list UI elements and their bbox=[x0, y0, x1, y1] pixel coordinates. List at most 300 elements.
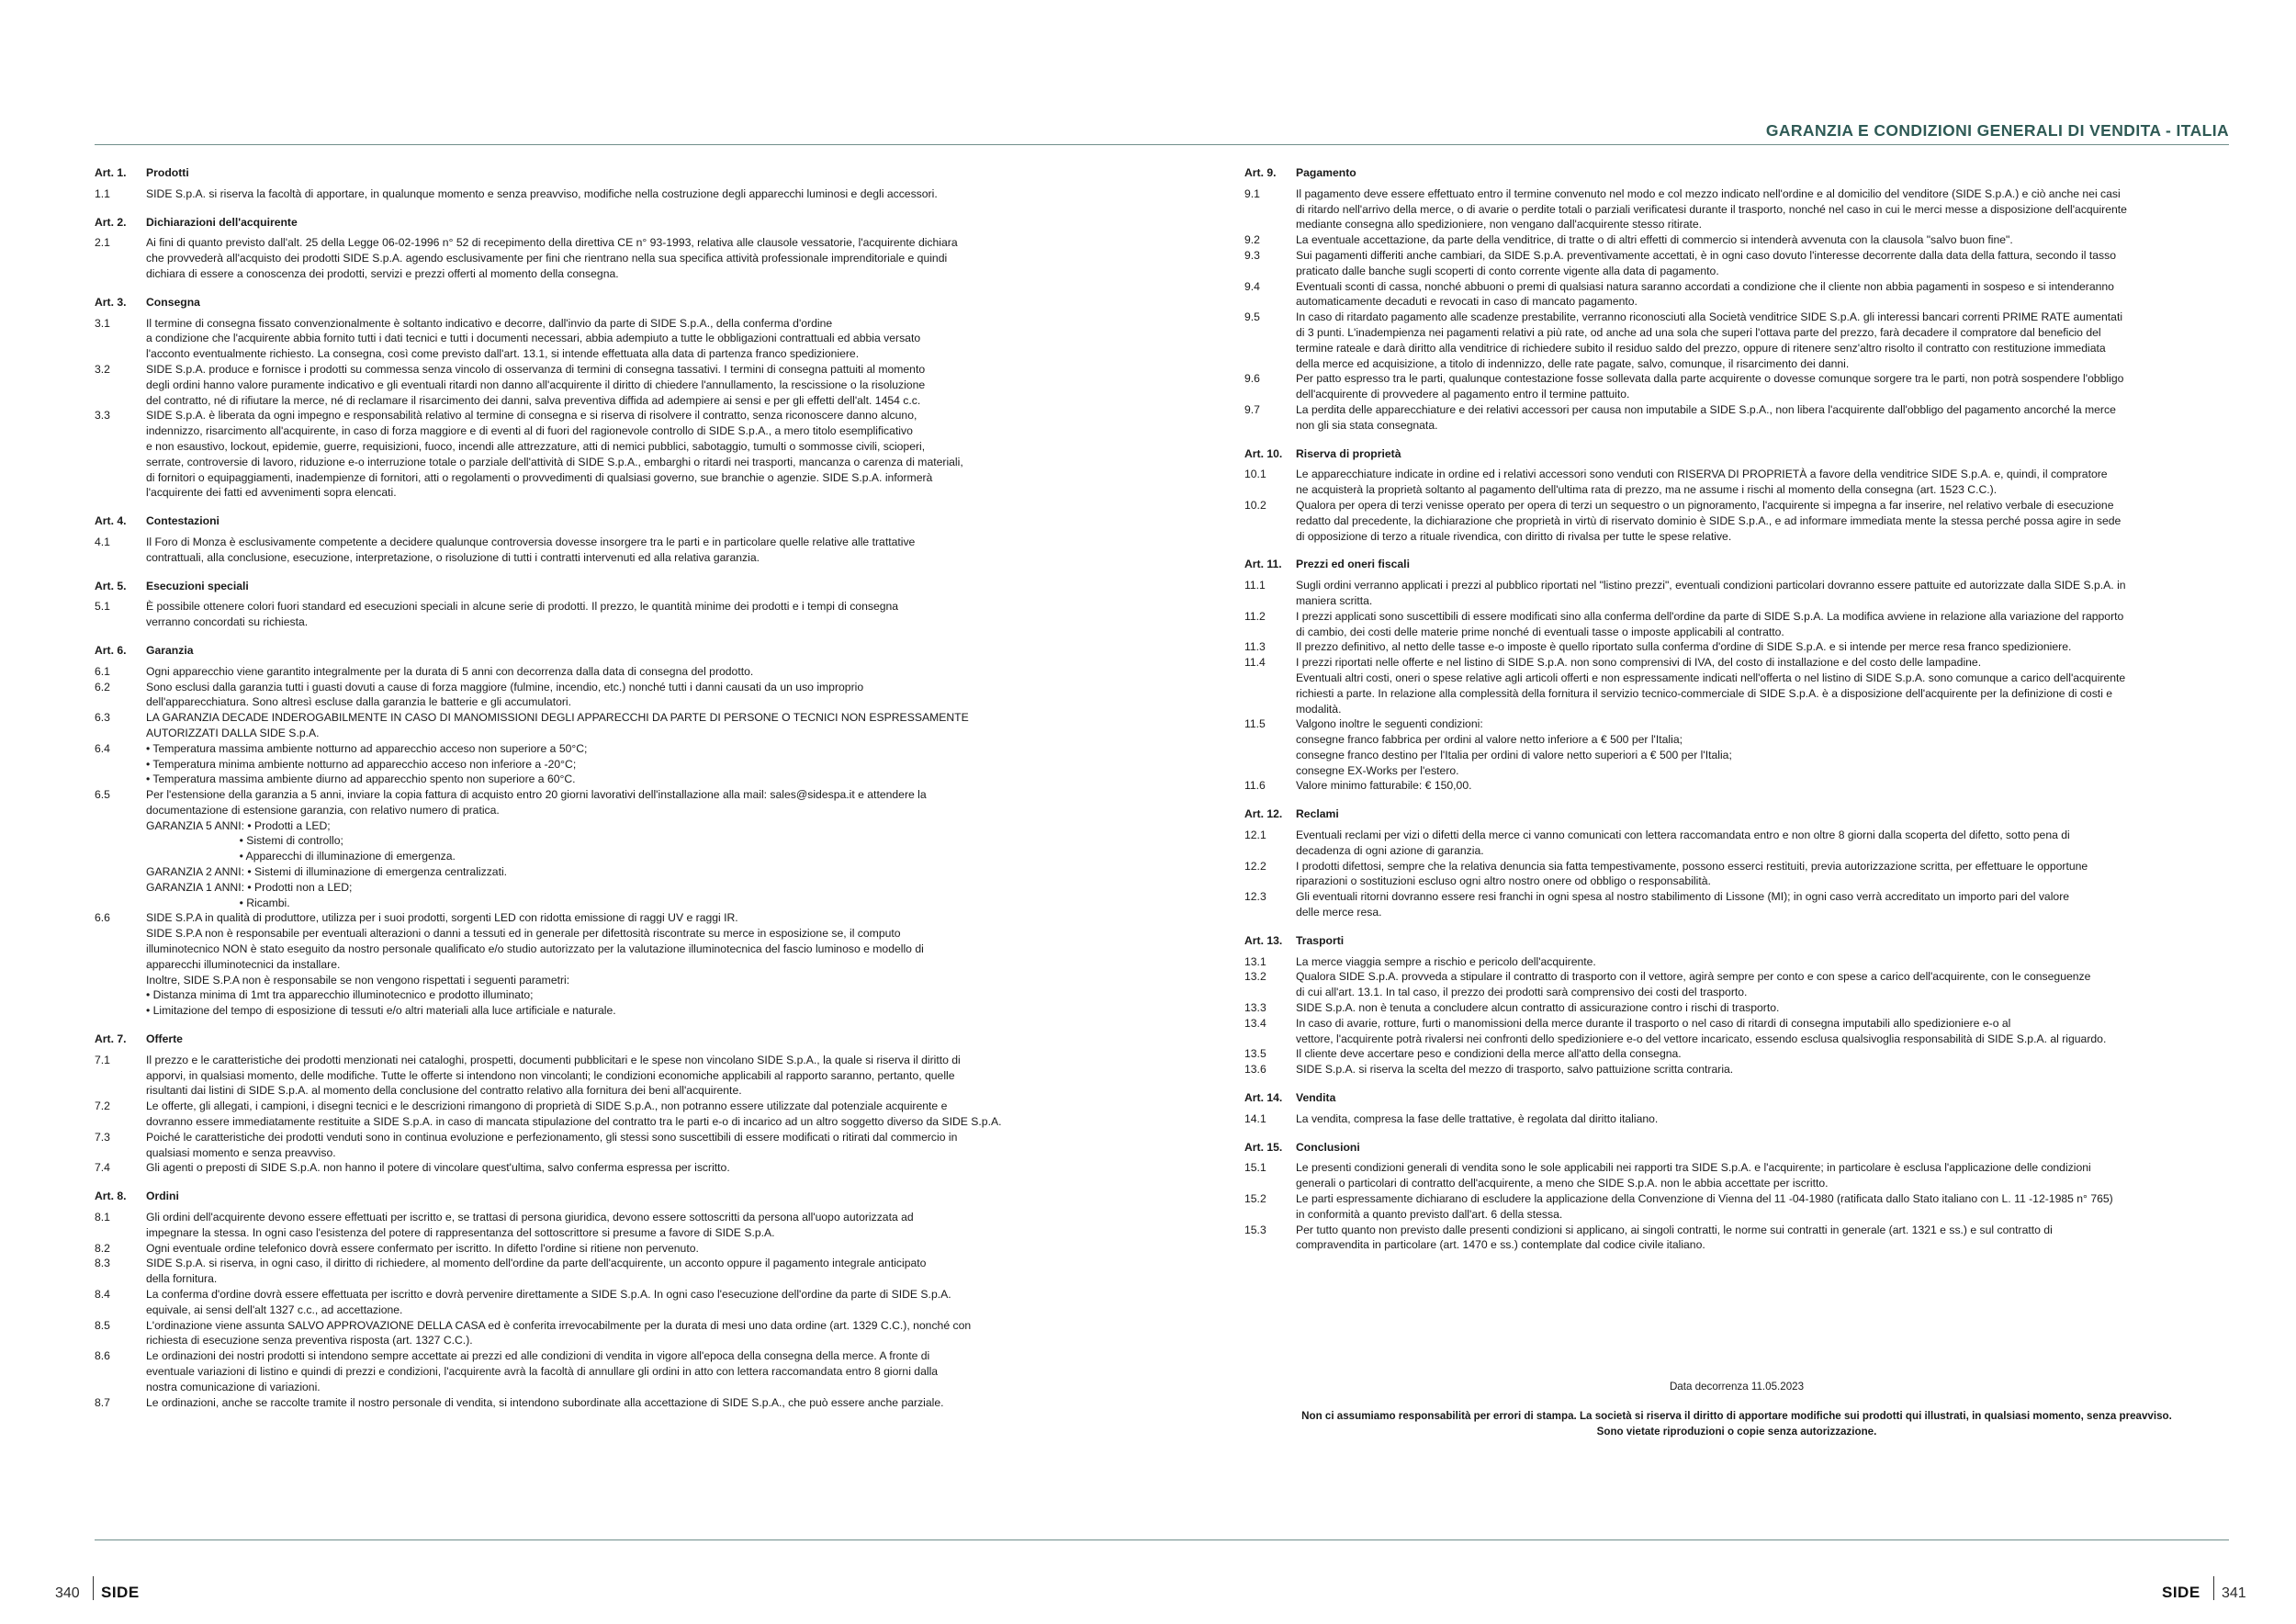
clause-number: 11.2 bbox=[1244, 609, 1266, 623]
clause-line: della merce ed acquisizione, a titolo di indennizzo, delle rate pagate, salvo, comunque, il risarcimento dei danni. bbox=[1296, 356, 1850, 370]
clause-line: La conferma d'ordine dovrà essere effettuata per iscritto e dovrà pervenire direttamente a SIDE S.p.A. In ogni caso l'esecuzione dell'ordine da parte di SIDE S.p.A. bbox=[146, 1288, 951, 1301]
clause-item bbox=[95, 1160, 1086, 1176]
clause-line: che provvederà all'acquisto dei prodotti SIDE S.p.A. agendo esclusivamente per fini che rientrano nella sua specifica attività professionale imprenditoriale e quindi bbox=[146, 252, 948, 265]
clause-line: equivale, ai sensi dell'alt 1327 c.c., ad accettazione. bbox=[146, 1303, 403, 1316]
clause-text bbox=[1296, 859, 2229, 890]
article-heading bbox=[95, 1032, 1086, 1047]
clause-line: indennizzo, risarcimento all'acquirente, in caso di forza maggiore e di eventi al di fuori del ragionevole controllo di SIDE S.p.A., a mero titolo esemplificativo bbox=[146, 424, 913, 438]
clause-item bbox=[1244, 969, 2229, 1000]
brand-logo-right: SIDE bbox=[2162, 1584, 2200, 1601]
article-heading bbox=[95, 165, 1086, 181]
clause-line: Le presenti condizioni generali di vendita sono le sole applicabili nei rapporti tra SIDE S.p.A. e l'acquirente; in particolare è esclusa l'applicazione delle condizioni bbox=[1296, 1161, 2091, 1175]
clause-text bbox=[1296, 969, 2229, 1000]
article-section bbox=[95, 295, 1086, 501]
article-heading bbox=[95, 579, 1086, 594]
clause-text bbox=[146, 316, 1086, 362]
clause-line: La eventuale accettazione, da parte della venditrice, di tratte o di altri effetti di commercio si intenderà avvenuta con la clausola "salvo buon fine". bbox=[1296, 233, 2013, 247]
page-number-left: 340 bbox=[55, 1585, 80, 1601]
article-number: Art. 3. bbox=[95, 295, 127, 309]
clause-line: consegne franco destino per l'Italia per ordini di valore netto superiori a € 500 per l'Italia; bbox=[1296, 748, 1732, 761]
article-heading bbox=[1244, 165, 2229, 181]
clause-item bbox=[1244, 1062, 2229, 1077]
clause-item bbox=[95, 664, 1086, 680]
clause-text bbox=[1296, 889, 2229, 920]
clause-number: 11.4 bbox=[1244, 656, 1266, 670]
clause-number: 6.4 bbox=[95, 741, 110, 755]
clause-item bbox=[95, 535, 1086, 566]
clause-line: • Temperatura minima ambiente notturno ad apparecchio acceso non inferiore a -20°C; bbox=[146, 757, 577, 771]
clause-item bbox=[95, 235, 1086, 281]
article-section bbox=[1244, 806, 2229, 920]
clause-text bbox=[146, 1130, 1086, 1161]
clause-number: 9.2 bbox=[1244, 233, 1260, 247]
clause-text bbox=[146, 1348, 1086, 1394]
clause-item bbox=[1244, 1016, 2229, 1047]
clause-text bbox=[1296, 402, 2229, 434]
clause-item bbox=[1244, 248, 2229, 279]
clause-line: consegne franco fabbrica per ordini al valore netto inferiore a € 500 per l'Italia; bbox=[1296, 733, 1683, 747]
clause-number: 3.1 bbox=[95, 316, 110, 330]
clause-line: GARANZIA 1 ANNI: • Prodotti non a LED; bbox=[146, 880, 353, 894]
clause-item bbox=[1244, 859, 2229, 890]
clause-item bbox=[1244, 279, 2229, 310]
article-number: Art. 15. bbox=[1244, 1140, 1283, 1154]
clause-line: Sui pagamenti differiti anche cambiari, da SIDE S.p.A. preventivamente accettati, è in ogni caso dovuto l'interesse decorrente dalla data della fattura, secondo il tasso bbox=[1296, 248, 2116, 262]
clause-item bbox=[95, 910, 1086, 1019]
clause-line: delle merce resa. bbox=[1296, 906, 1382, 919]
clause-text bbox=[1296, 578, 2229, 609]
clause-number: 8.1 bbox=[95, 1211, 110, 1224]
clause-line: compravendita in particolare (art. 1470 e ss.) contemplate dal codice civile italiano. bbox=[1296, 1238, 1705, 1252]
article-heading bbox=[95, 215, 1086, 231]
clause-text bbox=[1296, 639, 2229, 655]
clause-number: 8.7 bbox=[95, 1395, 110, 1409]
clause-text bbox=[1296, 828, 2229, 859]
clause-line: eventuale variazioni di listino e quindi di prezzi e condizioni, l'acquirente avrà la facoltà di annullare gli ordini in atto con lettera raccomandata entro 8 giorni dalla bbox=[146, 1364, 939, 1378]
article-title: Pagamento bbox=[1296, 166, 1356, 179]
clause-line: • Temperatura massima ambiente diurno ad apparecchio spento non superiore a 60°C. bbox=[146, 773, 576, 786]
clause-number: 12.3 bbox=[1244, 890, 1266, 904]
clause-text bbox=[1296, 498, 2229, 544]
clause-line: l'acconto eventualmente richiesto. La consegna, così come previsto dall'art. 13.1, si intende effettuata alla data di partenza franco spedizioniere. bbox=[146, 347, 860, 361]
clause-line: • Ricambi. bbox=[146, 896, 290, 909]
clause-text bbox=[1296, 655, 2229, 716]
clause-line: GARANZIA 2 ANNI: • Sistemi di illuminazione di emergenza centralizzati. bbox=[146, 865, 508, 879]
article-number: Art. 9. bbox=[1244, 166, 1277, 179]
clause-text bbox=[1296, 1046, 2229, 1062]
disclaimer bbox=[1244, 1408, 2229, 1439]
clause-line: SIDE S.p.A. produce e fornisce i prodotti su commessa senza vincolo di osservanza di termini di consegna tassativi. I termini di consegna pattuiti al momento bbox=[146, 362, 926, 376]
clause-line: impegnare la stessa. In ogni caso l'esistenza del potere di rappresentanza del sottoscrittore si presume a favore di SIDE S.p.A. bbox=[146, 1225, 775, 1239]
clause-item bbox=[1244, 498, 2229, 544]
clause-number: 6.5 bbox=[95, 788, 110, 802]
clause-text bbox=[1296, 1016, 2229, 1047]
clause-line: apporvi, in qualsiasi momento, delle modifiche. Tutte le offerte si intendono non vincolanti; le condizioni economiche applicabili al rapporto saranno, pertanto, quelle bbox=[146, 1068, 955, 1082]
article-heading bbox=[1244, 1140, 2229, 1156]
clause-line: Sugli ordini verranno applicati i prezzi al pubblico riportati nel "listino prezzi", eventuali condizioni particolari dovranno essere pattuite ed autorizzate dalla SIDE S.p.A. in bbox=[1296, 579, 2126, 592]
clause-item bbox=[95, 787, 1086, 910]
clause-item bbox=[1244, 1046, 2229, 1062]
article-section bbox=[95, 1189, 1086, 1410]
clause-number: 12.2 bbox=[1244, 859, 1266, 873]
article-number: Art. 10. bbox=[1244, 446, 1283, 460]
clause-line: In caso di ritardato pagamento alle scadenze prestabilite, verranno riconosciuti alla Società venditrice SIDE S.p.A. gli interessi bancari correnti PRIME RATE aumentati bbox=[1296, 310, 2123, 324]
page-number-right: 341 bbox=[2222, 1585, 2246, 1601]
clause-number: 15.1 bbox=[1244, 1161, 1266, 1175]
article-number: Art. 2. bbox=[95, 215, 127, 229]
clause-line: • Sistemi di controllo; bbox=[146, 834, 343, 848]
clause-text bbox=[1296, 1191, 2229, 1223]
clause-line: Poiché le caratteristiche dei prodotti venduti sono in continua evoluzione e perfezionamento, gli stessi sono suscettibili di essere modificati o ritirati dal commercio in bbox=[146, 1130, 958, 1144]
clause-number: 6.2 bbox=[95, 680, 110, 694]
clause-text bbox=[1296, 1062, 2229, 1077]
clause-number: 7.2 bbox=[95, 1100, 110, 1113]
article-title: Offerte bbox=[146, 1032, 183, 1046]
clause-line: SIDE S.p.A. è liberata da ogni impegno e responsabilità relativo al termine di consegna e si riserva di risolvere il contratto, senza riconoscere danno alcuno, bbox=[146, 409, 917, 423]
clause-item bbox=[95, 1348, 1086, 1394]
clause-item bbox=[1244, 371, 2229, 402]
article-heading bbox=[95, 295, 1086, 310]
clause-line: decadenza di ogni azione di garanzia. bbox=[1296, 843, 1484, 857]
clause-line: Qualora SIDE S.p.A. provveda a stipulare il contratto di trasporto con il vettore, agirà sempre per conto e con spese a carico dell'acquirente, con le conseguenze bbox=[1296, 970, 2091, 984]
clause-text bbox=[146, 235, 1086, 281]
clause-text bbox=[146, 710, 1086, 741]
clause-item bbox=[95, 362, 1086, 408]
clause-number: 8.2 bbox=[95, 1241, 110, 1255]
clause-number: 9.6 bbox=[1244, 372, 1260, 386]
article-title: Prodotti bbox=[146, 166, 189, 179]
article-section bbox=[95, 579, 1086, 630]
clause-item bbox=[95, 710, 1086, 741]
clause-line: ne acquisterà la proprietà soltanto al pagamento dell'ultima rata di prezzo, ma ne assume i rischi al momento della consegna (art. 1523 C.C.). bbox=[1296, 483, 1998, 497]
clause-line: Il termine di consegna fissato convenzionalmente è soltanto indicativo e decorre, dall'invio da parte di SIDE S.p.A., della conferma d'ordine bbox=[146, 316, 833, 330]
clause-number: 3.3 bbox=[95, 409, 110, 423]
article-section bbox=[1244, 165, 2229, 434]
clause-number: 4.1 bbox=[95, 535, 110, 548]
clause-line: Il pagamento deve essere effettuato entro il termine convenuto nel modo e col mezzo indicato nell'ordine e al domicilio del venditore (SIDE S.p.A.) e ciò anche nei casi bbox=[1296, 186, 2121, 200]
clause-line: modalità. bbox=[1296, 702, 1342, 716]
clause-number: 11.6 bbox=[1244, 779, 1266, 793]
article-heading bbox=[95, 513, 1086, 529]
clause-line: • Limitazione del tempo di esposizione di tessuti e/o altri materiali alla luce artificiale e naturale. bbox=[146, 1004, 616, 1018]
clause-number: 2.1 bbox=[95, 236, 110, 250]
clause-item bbox=[1244, 889, 2229, 920]
clause-line: generali o particolari di contratto dell'acquirente, a meno che SIDE S.p.A. non le abbia accettate per iscritto. bbox=[1296, 1177, 1829, 1190]
clause-item bbox=[95, 1256, 1086, 1287]
clause-line: La perdita delle apparecchiature e dei relativi accessori per causa non imputabile a SIDE S.p.A., non libera l'acquirente dall'obbligo del pagamento ancorché la merce bbox=[1296, 402, 2116, 416]
clause-line: degli ordini hanno valore puramente indicativo e gli eventuali ritardi non danno all'acquirente il diritto di chiedere l'annullamento, la rescissione o la risoluzione bbox=[146, 378, 926, 391]
clause-line: Ai fini di quanto previsto dall'alt. 25 della Legge 06-02-1996 n° 52 di recepimento della direttiva CE n° 93-1993, relativa alle clausole vessatorie, l'acquirente dichiara bbox=[146, 236, 958, 250]
clause-line: La merce viaggia sempre a rischio e pericolo dell'acquirente. bbox=[1296, 954, 1596, 968]
clause-line: Il prezzo definitivo, al netto delle tasse e-o imposte è quello riportato sulla conferma d'ordine di SIDE S.p.A. e si intende per merce resa franco spedizioniere. bbox=[1296, 640, 2072, 654]
clause-line: Eventuali altri costi, oneri o spese relative agli articoli offerti e non espressamente indicati nell'offerta o nel listino di SIDE S.p.A. sono comunque a carico dell'acquirente bbox=[1296, 671, 2126, 684]
clause-text bbox=[1296, 954, 2229, 970]
clause-line: I prezzi applicati sono suscettibili di essere modificati sino alla conferma dell'ordine da parte di SIDE S.p.A. La modifica avviene in relazione alla variazione del rapporto bbox=[1296, 609, 2124, 623]
clause-item bbox=[95, 1210, 1086, 1241]
clause-item bbox=[1244, 467, 2229, 498]
clause-text bbox=[1296, 371, 2229, 402]
clause-line: praticato dalle banche sugli scoperti di conto corrente vigente alla data di pagamento. bbox=[1296, 264, 1719, 277]
clause-number: 6.3 bbox=[95, 711, 110, 725]
clause-line: di ritardo nell'arrivo della merce, o di avarie o perdite totali o parziali verificatesi durante il trasporto, nonché nel caso in cui le merci messe a disposizione dell'acquirente bbox=[1296, 202, 2127, 216]
clause-line: Gli eventuali ritorni dovranno essere resi franchi in ogni spesa al nostro stabilimento di Lissone (MI); in ogni caso verrà accreditato un importo pari del valore bbox=[1296, 890, 2070, 904]
clause-line: documentazione di estensione garanzia, con relativo numero di pratica. bbox=[146, 803, 500, 817]
clause-number: 12.1 bbox=[1244, 829, 1266, 842]
footer-separator bbox=[93, 1576, 94, 1600]
clause-item bbox=[95, 1099, 1086, 1130]
clause-text bbox=[1296, 232, 2229, 248]
clause-line: Le ordinazioni dei nostri prodotti si intendono sempre accettate ai prezzi ed alle condizioni di vendita in vigore all'epoca della consegna della merce. A fronte di bbox=[146, 1349, 930, 1363]
clause-number: 11.5 bbox=[1244, 717, 1266, 731]
clause-line: Inoltre, SIDE S.P.A non è responsabile se non vengono rispettati i seguenti parametri: bbox=[146, 973, 570, 987]
clause-line: Valgono inoltre le seguenti condizioni: bbox=[1296, 717, 1483, 731]
clause-line: redatto dal precedente, la dichiarazione che proprietà in virtù di riservato dominio è SIDE S.p.A., e ad informare immediata mente la stessa perché possa agire in sede bbox=[1296, 513, 2122, 527]
clause-text bbox=[1296, 1160, 2229, 1191]
clause-text bbox=[1296, 310, 2229, 371]
clause-text bbox=[146, 1395, 1086, 1411]
clause-item bbox=[95, 1130, 1086, 1161]
clause-item bbox=[95, 1318, 1086, 1349]
clause-text bbox=[146, 1287, 1086, 1318]
clause-number: 8.6 bbox=[95, 1349, 110, 1363]
clause-line: Valore minimo fatturabile: € 150,00. bbox=[1296, 779, 1472, 793]
clause-item bbox=[1244, 716, 2229, 778]
clause-number: 8.5 bbox=[95, 1318, 110, 1332]
article-heading bbox=[95, 643, 1086, 659]
clause-line: di fornitori o equipaggiamenti, inadempienze di fornitori, atti o regolamenti o provvedimenti di qualsiasi governo, sue branchie o agenzie. SIDE S.p.A. informerà bbox=[146, 470, 933, 484]
clause-number: 13.1 bbox=[1244, 954, 1266, 968]
article-number: Art. 7. bbox=[95, 1032, 127, 1046]
footer-separator bbox=[2213, 1576, 2214, 1600]
clause-line: del contratto, né di rifiutare la merce, né di reclamare il risarcimento dei danni, salva preventiva diffida ad adempiere ai sensi e per gli effetti dell'alt. 1454 c.c. bbox=[146, 393, 921, 407]
clause-text bbox=[146, 1318, 1086, 1349]
clause-text bbox=[146, 1256, 1086, 1287]
clause-line: dell'apparecchiatura. Sono altresì escluse dalla garanzia le batterie e gli accumulatori. bbox=[146, 695, 572, 709]
clause-line: risultanti dai listini di SIDE S.p.A. al momento della conclusione del contratto relativo alla fornitura dei beni all'acquirente. bbox=[146, 1084, 742, 1098]
clause-number: 10.2 bbox=[1244, 498, 1266, 512]
clause-line: La vendita, compresa la fase delle trattative, è regolata dal diritto italiano. bbox=[1296, 1111, 1659, 1125]
clause-number: 7.3 bbox=[95, 1130, 110, 1144]
article-section bbox=[1244, 1090, 2229, 1127]
clause-line: e non esaustivo, lockout, epidemie, guerre, requisizioni, fuoco, incendi alle attrezzature, atti di nemici pubblici, sabotaggio, tumulti o sommosse civili, scioperi, bbox=[146, 439, 926, 453]
clause-text bbox=[146, 910, 1086, 1019]
clause-line: • Distanza minima di 1mt tra apparecchio illuminotecnico e prodotto illuminato; bbox=[146, 988, 534, 1002]
clause-line: apparecchi illuminotecnici da installare. bbox=[146, 957, 341, 971]
clause-text bbox=[146, 362, 1086, 408]
clause-number: 14.1 bbox=[1244, 1111, 1266, 1125]
clause-line: Le ordinazioni, anche se raccolte tramite il nostro personale di vendita, si intendono subordinate alla accettazione di SIDE S.p.A., che può essere anche parziale. bbox=[146, 1395, 944, 1409]
clause-line: non gli sia stata consegnata. bbox=[1296, 418, 1438, 432]
clause-item bbox=[1244, 954, 2229, 970]
clause-line: Il prezzo e le caratteristiche dei prodotti menzionati nei cataloghi, prospetti, documenti pubblicitari e le spese non vincolano SIDE S.p.A., la quale si riserva il diritto di bbox=[146, 1053, 961, 1066]
article-number: Art. 4. bbox=[95, 514, 127, 528]
clause-item bbox=[95, 186, 1086, 202]
clause-text bbox=[146, 1241, 1086, 1257]
clause-line: Ogni apparecchio viene garantito integralmente per la durata di 5 anni con decorrenza dalla data di consegna del prodotto. bbox=[146, 664, 754, 678]
clause-text bbox=[146, 1210, 1086, 1241]
clause-line: di opposizione di terzo a rituale rivendica, con diritto di rivalsa per tutte le spese relative. bbox=[1296, 529, 1732, 543]
article-title: Trasporti bbox=[1296, 933, 1345, 947]
clause-line: Per tutto quanto non previsto dalle presenti condizioni si applicano, ai singoli contratti, le norme sui contratti in generale (art. 1321 e ss.) e sul contratto di bbox=[1296, 1223, 2053, 1236]
clause-text bbox=[146, 1160, 1086, 1176]
clause-line: a condizione che l'acquirente abbia fornito tutti i dati tecnici e tutti i documenti necessari, abbia adempiuto a tutte le obbligazioni contrattuali ed abbia versato bbox=[146, 332, 921, 345]
clause-line: l'acquirente dei fatti ed avvenimenti sopra elencati. bbox=[146, 486, 397, 500]
article-number: Art. 11. bbox=[1244, 558, 1282, 571]
clause-line: richiesta di esecuzione senza preventiva risposta (art. 1327 C.C.). bbox=[146, 1334, 473, 1348]
clause-number: 13.3 bbox=[1244, 1001, 1266, 1015]
clause-line: Sono esclusi dalla garanzia tutti i guasti dovuti a cause di forza maggiore (fulmine, incendio, etc.) nonché tutti i danni causati da un uso improprio bbox=[146, 680, 864, 694]
clause-number: 6.6 bbox=[95, 911, 110, 925]
clause-text bbox=[1296, 1000, 2229, 1016]
clause-line: di cambio, dei costi delle materie prime nonché di eventuali tasse o imposte applicabili al contratto. bbox=[1296, 625, 1784, 638]
clause-number: 9.4 bbox=[1244, 279, 1260, 293]
clause-text bbox=[146, 408, 1086, 501]
clause-line: Ogni eventuale ordine telefonico dovrà essere confermato per iscritto. In difetto l'ordine si ritiene non pervenuto. bbox=[146, 1241, 699, 1255]
clause-item bbox=[1244, 828, 2229, 859]
clause-text bbox=[146, 1053, 1086, 1099]
clause-text bbox=[1296, 248, 2229, 279]
clause-line: Il cliente deve accertare peso e condizioni della merce all'atto della consegna. bbox=[1296, 1047, 1682, 1061]
clause-line: termine rateale e darà diritto alla venditrice di richiedere subito il residuo saldo del prezzo, oppure di ritenere senz'altro risolto il contratto con restituzione immediata bbox=[1296, 341, 2106, 355]
clause-number: 9.7 bbox=[1244, 402, 1260, 416]
clause-item bbox=[1244, 186, 2229, 232]
clause-line: In caso di avarie, rotture, furti o manomissioni della merce durante il trasporto o nel caso di ritardi di consegna imputabili allo spedizioniere e-o al bbox=[1296, 1016, 2011, 1030]
clause-item bbox=[1244, 402, 2229, 434]
left-column bbox=[95, 165, 1086, 1423]
article-section bbox=[1244, 446, 2229, 545]
article-title: Garanzia bbox=[146, 643, 194, 657]
clause-line: SIDE S.P.A non è responsabile per eventuali alterazioni o danni a tessuti ed in generale per difettosità riscontrate su merce in esposizione se, il computo bbox=[146, 927, 901, 941]
clause-text bbox=[1296, 1223, 2229, 1254]
clause-text bbox=[146, 1099, 1086, 1130]
clause-item bbox=[1244, 1191, 2229, 1223]
article-heading bbox=[95, 1189, 1086, 1204]
clause-text bbox=[146, 664, 1086, 680]
clause-line: I prodotti difettosi, sempre che la relativa denuncia sia fatta tempestivamente, possono esserci restituiti, previa autorizzazione scritta, per effettuare le opportune bbox=[1296, 859, 2088, 873]
article-title: Conclusioni bbox=[1296, 1140, 1360, 1154]
clause-number: 6.1 bbox=[95, 664, 110, 678]
article-title: Vendita bbox=[1296, 1091, 1336, 1105]
clause-text bbox=[1296, 467, 2229, 498]
clause-text bbox=[146, 535, 1086, 566]
clause-item bbox=[95, 1395, 1086, 1411]
article-section bbox=[95, 643, 1086, 1019]
article-title: Prezzi ed oneri fiscali bbox=[1296, 558, 1410, 571]
clause-line: qualsiasi momento e senza preavviso. bbox=[146, 1145, 336, 1159]
clause-line: • Apparecchi di illuminazione di emergenza. bbox=[146, 850, 456, 863]
page-title: GARANZIA E CONDIZIONI GENERALI DI VENDITA - ITALIA bbox=[1765, 121, 2229, 140]
clause-line: di cui all'art. 13.1. In tal caso, il prezzo dei prodotti sarà comprensivo dei costi del trasporto. bbox=[1296, 986, 1748, 999]
clause-text bbox=[146, 599, 1086, 630]
clause-line: Gli agenti o preposti di SIDE S.p.A. non hanno il potere di vincolare quest'ultima, salvo conferma espressa per iscritto. bbox=[146, 1161, 730, 1175]
clause-number: 7.1 bbox=[95, 1053, 110, 1066]
clause-number: 9.5 bbox=[1244, 310, 1260, 324]
clause-line: SIDE S.p.A. non è tenuta a concludere alcun contratto di assicurazione contro i rischi di trasporto. bbox=[1296, 1001, 1780, 1015]
article-number: Art. 1. bbox=[95, 166, 127, 179]
clause-line: • Temperatura massima ambiente notturno ad apparecchio acceso non superiore a 50°C; bbox=[146, 741, 588, 755]
clause-line: Le parti espressamente dichiarano di escludere la applicazione della Convenzione di Vienna del 11 -04-1980 (ratificata dallo Stato italiano con L. 11 -12-1985 n° 765) bbox=[1296, 1192, 2113, 1206]
clause-line: Eventuali reclami per vizi o difetti della merce ci vanno comunicati con lettera raccomandata entro e non oltre 8 giorni dalla scoperta del difetto, sotto pena di bbox=[1296, 829, 2070, 842]
clause-text bbox=[1296, 716, 2229, 778]
clause-item bbox=[1244, 1000, 2229, 1016]
clause-item bbox=[1244, 609, 2229, 640]
clause-number: 8.3 bbox=[95, 1257, 110, 1270]
clause-line: Le offerte, gli allegati, i campioni, i disegni tecnici e le descrizioni rimangono di proprietà di SIDE S.p.A., non potranno essere utilizzate dal potenziale acquirente e bbox=[146, 1100, 948, 1113]
clause-line: dichiara di essere a conoscenza dei prodotti, servizi e prezzi offerti al momento della consegna. bbox=[146, 266, 619, 280]
clause-number: 8.4 bbox=[95, 1288, 110, 1301]
clause-text bbox=[146, 787, 1086, 910]
clause-item bbox=[1244, 1160, 2229, 1191]
effective-date: Data decorrenza 11.05.2023 bbox=[1669, 1381, 1805, 1393]
brand-logo-left: SIDE bbox=[101, 1584, 140, 1601]
clause-line: Gli ordini dell'acquirente devono essere effettuati per iscritto e, se trattasi di persona giuridica, devono essere sottoscritti da persona all'uopo autorizzata ad bbox=[146, 1211, 914, 1224]
clause-item bbox=[95, 1287, 1086, 1318]
clause-item bbox=[95, 408, 1086, 501]
clause-number: 11.3 bbox=[1244, 640, 1266, 654]
article-title: Consegna bbox=[146, 295, 200, 309]
article-heading bbox=[1244, 446, 2229, 462]
clause-item bbox=[95, 680, 1086, 711]
clause-item bbox=[95, 1053, 1086, 1099]
clause-line: Per patto espresso tra le parti, qualunque contestazione fosse sollevata dalla parte acquirente o dovesse comunque sorgere tra le parti, non potrà sospendere l'obbligo bbox=[1296, 372, 2124, 386]
article-heading bbox=[1244, 933, 2229, 949]
article-section bbox=[1244, 933, 2229, 1077]
article-number: Art. 8. bbox=[95, 1190, 127, 1203]
clause-line: dell'acquirente di provvedere al pagamento entro il termine pattuito. bbox=[1296, 388, 1630, 401]
article-section bbox=[1244, 557, 2229, 794]
clause-line: Per l'estensione della garanzia a 5 anni, inviare la copia fattura di acquisto entro 20 giorni lavorativi dell'installazione alla mail: sales@sidespa.it e attendere la bbox=[146, 788, 927, 802]
article-title: Esecuzioni speciali bbox=[146, 579, 249, 592]
clause-number: 13.5 bbox=[1244, 1047, 1266, 1061]
clause-line: in conformità a quanto previsto dall'art. 6 della stessa. bbox=[1296, 1207, 1563, 1221]
clause-number: 15.2 bbox=[1244, 1192, 1266, 1206]
article-section bbox=[95, 215, 1086, 282]
clause-line: È possibile ottenere colori fuori standard ed esecuzioni speciali in alcune serie di prodotti. Il prezzo, le quantità minime dei prodotti e i tempi di consegna bbox=[146, 600, 899, 614]
clause-item bbox=[1244, 578, 2229, 609]
clause-number: 15.3 bbox=[1244, 1223, 1266, 1236]
clause-number: 13.4 bbox=[1244, 1016, 1266, 1030]
article-title: Dichiarazioni dell'acquirente bbox=[146, 215, 298, 229]
clause-line: automaticamente decaduti e revocati in caso di mancato pagamento. bbox=[1296, 295, 1638, 309]
clause-line: contrattuali, alla conclusione, esecuzione, interpretazione, o risoluzione di tutti i contratti intervenuti ed alla relativa garanzia. bbox=[146, 550, 760, 564]
clause-item bbox=[1244, 639, 2229, 655]
clause-line: consegne EX-Works per l'estero. bbox=[1296, 763, 1459, 777]
clause-number: 13.2 bbox=[1244, 970, 1266, 984]
clause-line: GARANZIA 5 ANNI: • Prodotti a LED; bbox=[146, 818, 331, 832]
clause-item bbox=[95, 1241, 1086, 1257]
clause-number: 13.6 bbox=[1244, 1063, 1266, 1077]
clause-line: Qualora per opera di terzi venisse operato per opera di terzi un sequestro o un pignoramento, l'acquirente si impegna a far inserire, nel relativo verbale di esecuzione bbox=[1296, 498, 2114, 512]
article-number: Art. 14. bbox=[1244, 1091, 1283, 1105]
clause-item bbox=[1244, 1223, 2229, 1254]
clause-line: SIDE S.P.A in qualità di produttore, utilizza per i suoi prodotti, sorgenti LED con ridotta emissione di raggi UV e raggi IR. bbox=[146, 911, 738, 925]
article-number: Art. 5. bbox=[95, 579, 127, 592]
clause-line: LA GARANZIA DECADE INDEROGABILMENTE IN CASO DI MANOMISSIONI DEGLI APPARECCHI DA PARTE DI PERSONE O TECNICI NON ESPRESSAMENTE bbox=[146, 711, 969, 725]
clause-line: dovranno essere immediatamente restituite a SIDE S.p.A. in caso di mancata stipulazione del contratto tra le parti e-o di incarico ad un altro soggetto diverso da SIDE S.p.A. bbox=[146, 1115, 1002, 1129]
clause-text bbox=[146, 680, 1086, 711]
clause-text bbox=[1296, 778, 2229, 794]
header-divider bbox=[95, 144, 2229, 145]
clause-number: 7.4 bbox=[95, 1161, 110, 1175]
clause-item bbox=[1244, 778, 2229, 794]
article-title: Ordini bbox=[146, 1190, 179, 1203]
clause-text bbox=[1296, 186, 2229, 232]
clause-item bbox=[95, 741, 1086, 787]
article-number: Art. 12. bbox=[1244, 807, 1283, 821]
article-number: Art. 6. bbox=[95, 643, 127, 657]
clause-line: richiesti a parte. In relazione alla complessità della fornitura il servizio tecnico-commerciale di SIDE S.p.A. è a disposizione dell'acquirente per la definizione di costi e bbox=[1296, 686, 2113, 700]
clause-number: 5.1 bbox=[95, 600, 110, 614]
